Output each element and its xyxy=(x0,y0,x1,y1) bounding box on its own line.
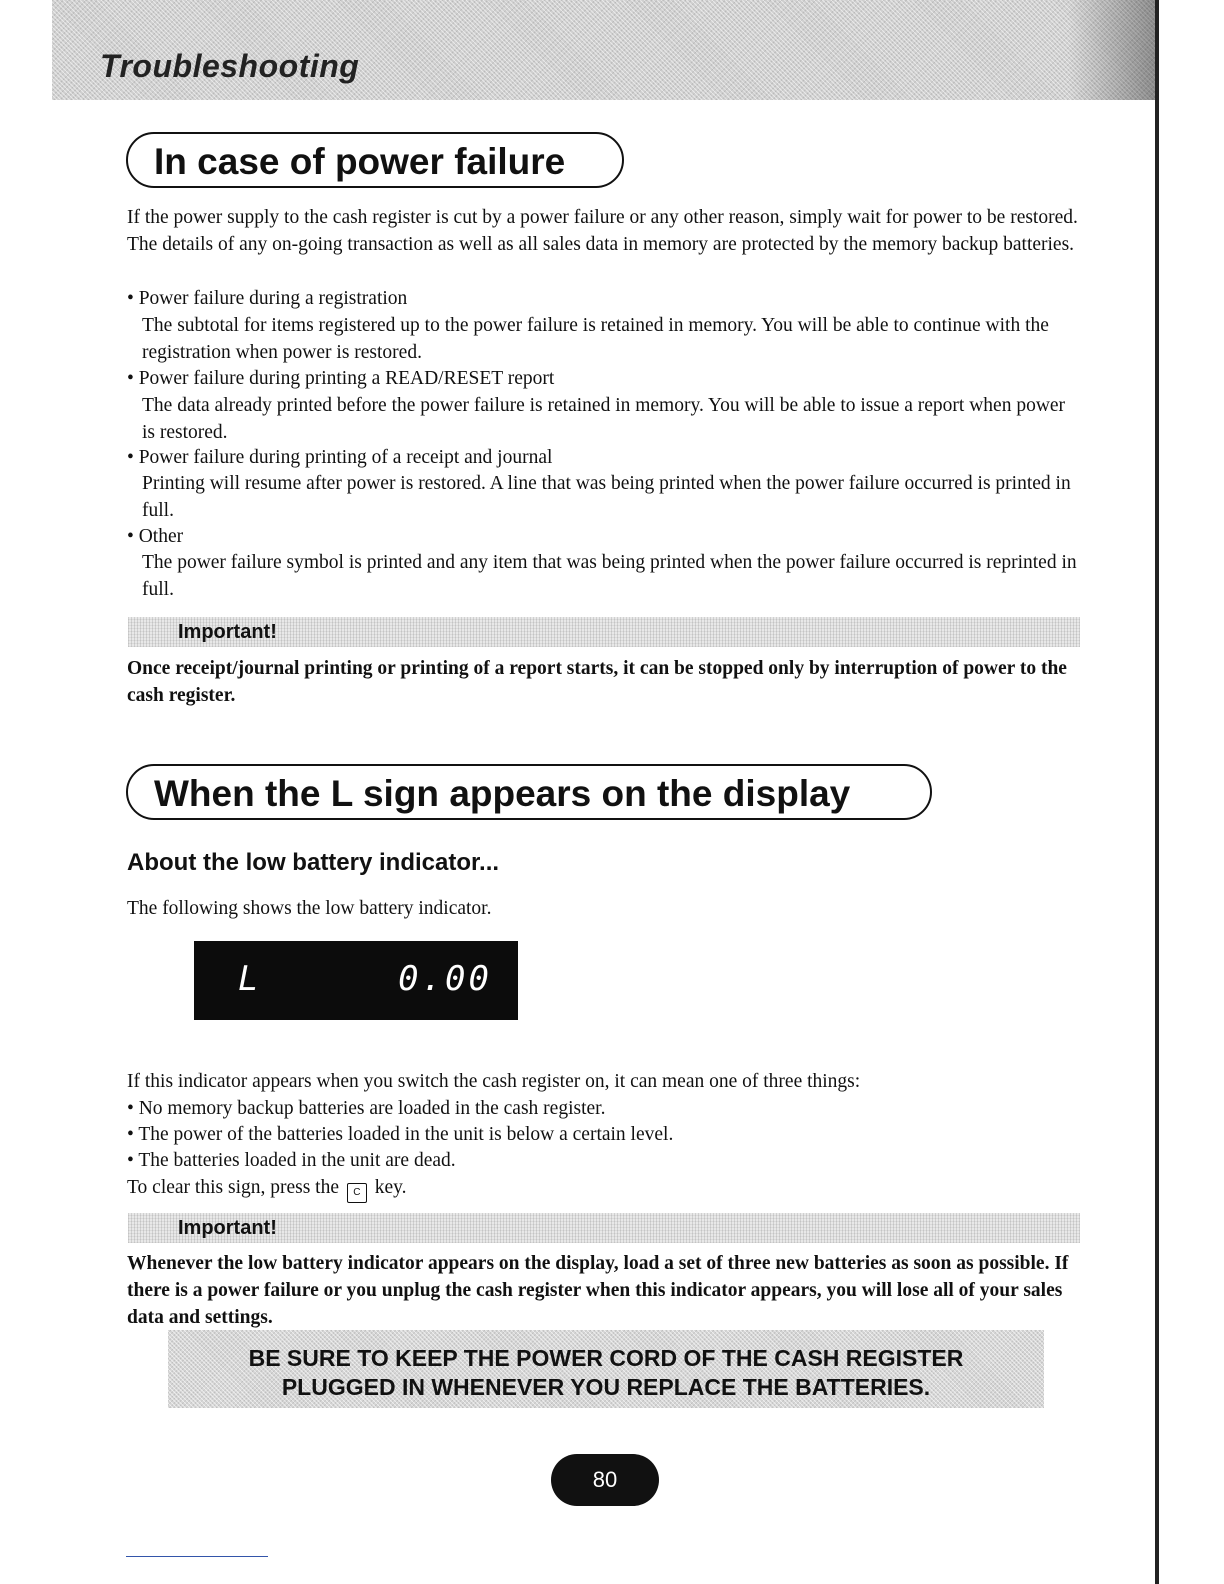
important-text-power: Once receipt/journal printing or printing of a report starts, it can be stopped only by interruption of power to the cash register. xyxy=(127,658,1067,706)
section-title-l-sign: When the L sign appears on the display xyxy=(126,764,932,820)
condition-intro: If this indicator appears when you switch the cash register on, it can mean one of three things: xyxy=(127,1071,861,1092)
important-bar-1 xyxy=(128,617,1080,647)
bullet-other-body: The power failure symbol is printed and any item that was being printed when the power failure occurred is reprinted in full. xyxy=(142,552,1077,600)
bullet-receipt-head: • Power failure during printing of a receipt and journal xyxy=(127,447,553,468)
footer-rule xyxy=(126,1556,268,1557)
page-header-title: Troubleshooting xyxy=(100,48,360,84)
caution-line-1: BE SURE TO KEEP THE POWER CORD OF THE CASH REGISTER xyxy=(248,1345,964,1371)
bullet-receipt-body: Printing will resume after power is restored. A line that was being printed when the power failure occurred is printed in full. xyxy=(142,473,1071,521)
clear-suffix: key. xyxy=(374,1177,407,1198)
condition-item: • The batteries loaded in the unit are dead. xyxy=(127,1150,456,1171)
condition-item: • The power of the batteries loaded in the unit is below a certain level. xyxy=(127,1124,674,1145)
caution-line-2: PLUGGED IN WHENEVER YOU REPLACE THE BATTERIES. xyxy=(281,1374,931,1400)
condition-item: • No memory backup batteries are loaded in the cash register. xyxy=(127,1098,606,1119)
page-edge-rule xyxy=(1155,0,1159,1584)
lcd-amount: 0.00 xyxy=(398,959,492,999)
clear-key-icon: C xyxy=(347,1183,367,1203)
bullet-report-body: The data already printed before the power failure is retained in memory. You will be able to issue a report when power is restored. xyxy=(142,395,1066,443)
section-title-power-failure: In case of power failure xyxy=(126,132,624,188)
caution-banner xyxy=(168,1330,1044,1408)
bullet-report-head: • Power failure during printing a READ/RESET report xyxy=(127,368,555,389)
important-bar-2 xyxy=(128,1213,1080,1243)
important-label: Important! xyxy=(178,1217,277,1239)
clear-instruction xyxy=(127,1174,1083,1203)
bullet-registration-body: The subtotal for items registered up to the power failure is retained in memory. You will be able to continue with the registration when power is restored. xyxy=(142,315,1049,363)
lcd-l-sign: L xyxy=(238,959,262,999)
important-text-battery: Whenever the low battery indicator appears on the display, load a set of three new batteries as soon as possible. If there is a power failure or you unplug the cash register when this indicator appears, you will lose all of your sales data and settings. xyxy=(127,1253,1069,1328)
important-label: Important! xyxy=(178,621,277,643)
bullet-other-head: • Other xyxy=(127,526,184,547)
power-failure-intro: If the power supply to the cash register is cut by a power failure or any other reason, simply wait for power to be restored. The details of any on-going transaction as well as all sales data in memory are protected by the memory backup batteries. xyxy=(127,207,1078,255)
bullet-registration-head: • Power failure during a registration xyxy=(127,288,408,309)
low-battery-subheading: About the low battery indicator... xyxy=(127,849,500,876)
page-number: 80 xyxy=(551,1454,659,1506)
clear-prefix: To clear this sign, press the xyxy=(127,1177,340,1198)
lcd-display xyxy=(194,941,518,1020)
low-battery-lead: The following shows the low battery indicator. xyxy=(127,898,492,919)
